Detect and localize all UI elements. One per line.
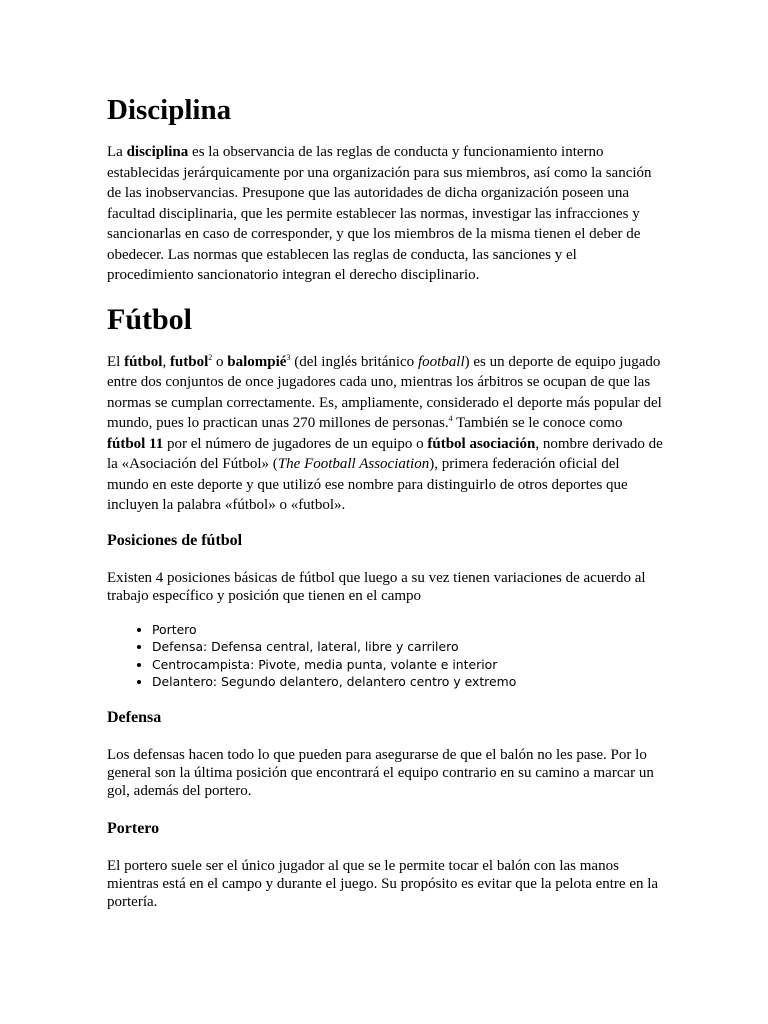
text-run: es la observancia de las reglas de conducta y funcionamiento interno establecidas jerárquicamente por una organización para sus miembros, así como la sanción de las inobservancias. Presupone que las autoridades de dicha organización poseen una facultad disciplinaria, que les permite establecer las normas, investigar las infracciones y sancionarlas en caso de corresponder, y que los miembros de la misma tienen el deber de obedecer. Las normas que establecen las reglas de conducta, las sanciones y el procedimiento sancionatorio integran el derecho disciplinario. [107, 144, 652, 283]
text-run: ) es un deporte de equipo jugado entre dos conjuntos de once jugadores cada uno, mientras los árbitros se ocupan de que las normas se cumplan correctamente. Es, ampliamente, considerado el deporte más popular del mundo, pues lo practican unas 270 millones de personas. [107, 353, 662, 431]
paragraph-futbol [107, 352, 663, 516]
paragraph-posiciones: Existen 4 posiciones básicas de fútbol que luego a su vez tienen variaciones de acuerdo al trabajo específico y posición que tienen en el campo [107, 569, 646, 604]
text-run: por el número de jugadores de un equipo o [163, 435, 428, 452]
heading-posiciones: Posiciones de fútbol [107, 531, 243, 549]
list-item: • Centrocampista: Pivote, media punta, volante e interior [152, 656, 663, 674]
footnote-ref: 4 [448, 414, 453, 423]
list-item: • Delantero: Segundo delantero, delantero centro y extremo [152, 673, 663, 691]
text-run: , nombre derivado de la «Asociación del Fútbol» ( [107, 435, 663, 472]
text-run: , [162, 353, 170, 370]
bold-term: balompié [227, 353, 287, 370]
bold-term: fútbol [124, 353, 163, 370]
text-run: (del inglés británico [290, 353, 418, 370]
heading-portero: Portero [107, 819, 160, 837]
heading-defensa: Defensa [107, 708, 162, 726]
heading-disciplina: Disciplina [107, 94, 232, 126]
text-run: o [212, 353, 228, 370]
text-run: El [107, 353, 125, 370]
document-content [107, 90, 663, 911]
footnote-ref: 2 [208, 352, 213, 362]
bold-term: fútbol asociación [427, 435, 536, 452]
footnote-ref: 3 [286, 352, 291, 362]
heading-futbol: Fútbol [107, 302, 193, 336]
italic-term: The Football Association [277, 456, 430, 472]
positions-list [107, 621, 663, 691]
italic-term: football [417, 353, 465, 370]
paragraph-disciplina [107, 142, 663, 286]
list-item: • Defensa: Defensa central, lateral, libre y carrilero [152, 638, 663, 656]
bold-term: disciplina [126, 144, 189, 160]
list-item: • Portero [152, 621, 663, 639]
text-run: ), primera federación oficial del mundo en este deporte y que utilizó ese nombre para distinguirlo de otros deportes que incluyen la palabra «fútbol» o «futbol». [107, 456, 628, 513]
bold-term: futbol [169, 353, 209, 370]
paragraph-portero: El portero suele ser el único jugador al que se le permite tocar el balón con las manos mientras está en el campo y durante el juego. Su propósito es evitar que la pelota entre en la portería. [107, 857, 659, 910]
text-run: La [107, 144, 127, 160]
paragraph-defensa: Los defensas hacen todo lo que pueden para asegurarse de que el balón no les pase. Por lo general son la última posición que encontrará el equipo contrario en su camino a marcar un gol, además del portero. [107, 746, 654, 799]
text-run: También se le conoce como [452, 415, 623, 431]
bold-term: fútbol 11 [107, 435, 164, 452]
